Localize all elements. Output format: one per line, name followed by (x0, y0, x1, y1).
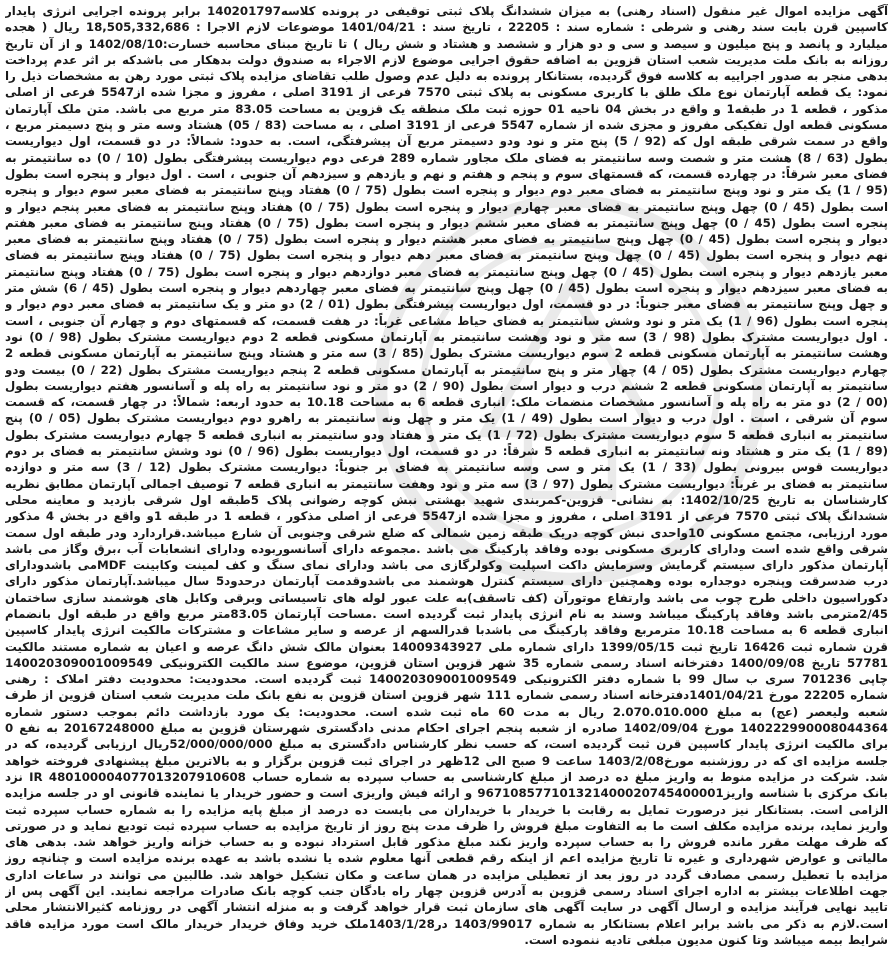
auction-notice-document (5, 3, 888, 965)
notice-paragraph: آگهی مزایده اموال غیر منقول (اسناد رهنی) به میزان ششدانگ پلاک ثبتی توقیفی در پرونده کلاسه140201797 برابر پرونده اجرایی انرژی پایدار کاسپین قرن بابت سند رهنی و شرطی : شماره سند : 22205 ، تاریخ سند : 1401/04/21 موضوعات لازم الاجرا : 18,505,332,686 ریال ( هجده میلیارد و پانصد و پنج میلیون و سیصد و سی و دو هزار و ششصد و هشتاد و شش ریال ) تا تاریخ مبنای محاسبه خسارت:1402/08/10 و از آن تاریخ روزانه به بانک ملت مدیریت شعب استان قزوین به اضافه حقوق اجرایی موضوع لازم الاجراء به صندوق دولت بدهکار می باشدکه بر اثر عدم پرداخت بدهی منجر به صدور اجراییه به کلاسه فوق گردیده، بستانکار پرونده به دلیل عدم وصول طلب تقاضای مزایده پلاک ثبتی مورد رهن به مشخصات ذیل را نمود: یک قطعه آپارتمان نوع ملک طلق با کاربری مسکونی به پلاک ثبتی 7570 فرعی از 3191 اصلی ، مفروز و مجزا شده از5547 فرعی از اصلی مذکور ، قطعه 1 در طبقه1 و واقع در بخش 04 ناحیه 01 حوزه ثبت ملک منطقه یک قزوین به مساحت 83.05 متر مربع می باشد. متن ملک آپارتمان مسکونی قطعه اول تفکیکی مفروز و مجزی شده از شماره 5547 فرعی از 3191 اصلی ، به مساحت (83 / 05) هشتاد وسه متر و پنج دسیمتر مربع ، واقع در سمت شرقی طبقه اول که (92 / 5) پنج متر و نود ودو دسیمتر مربع آن پیشرفتگی، است. به حدود: شمالاً: در دو قسمت، اول دیواریست بطول (63 / 8) هشت متر و شصت وسه سانتیمتر به فضای ملک مجاور شماره 289 فرعی دوم دیواریست پیشرفتگی بطول (10 / 0) ده سانتیمتر به فضای معبر شرقاً: در چهارده قسمت، که قسمتهای سوم و پنجم و هفتم و نهم و یازدهم و سیزدهم آن جنوبی ، است . اول دیوار و پنجره است بطول (95 / 1) یک متر و نود وپنج سانتیمتر به فضای معبر دوم دیوار و پنجره است بطول (75 / 0) هفتاد وپنج سانتیمتر به فضای معبر سوم دیوار و پنجره است بطول (45 / 0) چهل وپنج سانتیمتر به فضای معبر چهارم دیوار و پنجره است بطول (75 / 0) هفتاد وپنج سانتیمتر به فضای معبر پنجم دیوار و پنجره است بطول (45 / 0) چهل وپنج سانتیمتر به فضای معبر ششم دیوار و پنجره است بطول (75 / 0) هفتاد وپنج سانتیمتر به فضای معبر هفتم دیوار و پنجره است بطول (45 / 0) چهل وپنج سانتیمتر به فضای معبر هشتم دیوار و پنجره است بطول (75 / 0) هفتاد وپنج سانتیمتر به فضای معبر نهم دیوار و پنجره است بطول (45 / 0) چهل وپنج سانتیمتر به فضای معبر دهم دیوار و پنجره است بطول (75 / 0) هفتاد وپنج سانتیمتر به فضای معبر یازدهم دیوار و پنجره است بطول (45 / 0) چهل وپنج سانتیمتر به فضای معبر دوازدهم دیوار و پنجره است بطول (75 / 0) هفتاد وپنج سانتیمتر به فضای معبر سیزدهم دیوار و پنجره است بطول (45 / 0) چهل وپنج سانتیمتر به فضای معبر چهاردهم دیوار و پنجره است بطول (45 / 6) شش متر و چهل وپنج سانتیمتر به فضای معبر جنوباً: در دو قسمت، اول دیواریست پیشرفتگی بطول (01 / 2) دو متر و یک سانتیمتر به فضای معبر دوم دیوار و پنجره است بطول (96 / 1) یک متر و نود وشش سانتیمتر به فضای حیاط مشاعی غرباً: در هفت قسمت، که قسمتهای دوم و چهارم آن جنوبی ، است . اول دیواریست مشترک بطول (98 / 3) سه متر و نود وهشت سانتیمتر به آپارتمان مسکونی قطعه 2 دوم دیواریست مشترک بطول (98 / 0) نود وهشت سانتیمتر به آپارتمان مسکونی قطعه 2 سوم دیواریست مشترک بطول (85 / 3) سه متر و هشتاد وپنج سانتیمتر به آپارتمان مسکونی قطعه 2 چهارم دیواریست مشترک بطول (05 / 4) چهار متر و پنج سانتیمتر به آپارتمان مسکونی قطعه 2 پنجم دیواریست مشترک بطول (22 / 0) بیست ودو سانتیمتر به آپارتمان مسکونی قطعه 2 ششم درب و دیوار است بطول (90 / 2) دو متر و نود سانتیمتر به راه پله و آسانسور هفتم دیواریست بطول (00 / 2) دو متر به راه پله و آسانسور مشخصات منضمات ملک: انباری قطعه 6 به مساحت 10.18 به حدود اربعه: شمالاً: در چهار قسمت، که قسمت سوم آن شرقی ، است . اول درب و دیوار است بطول (49 / 1) یک متر و چهل ونه سانتیمتر به راهرو دوم دیواریست مشترک بطول (05 / 0) پنج سانتیمتر به انباری قطعه 5 سوم دیواریست مشترک بطول (72 / 1) یک متر و هفتاد ودو سانتیمتر به انباری قطعه 5 چهارم دیواریست مشترک بطول (89 / 1) یک متر و هشتاد ونه سانتیمتر به انباری قطعه 5 شرقاً: در دو قسمت، اول دیواریست بطول (96 / 0) نود وشش سانتیمتر به فضای بر دوم دیواریست قوس بیرونی بطول (33 / 1) یک متر و سی وسه سانتیمتر به فضای بر جنوباً: دیواریست مشترک بطول (12 / 3) سه متر و دوازده سانتیمتر به فضای بر غرباً: دیواریست مشترک بطول (97 / 3) سه متر و نود وهفت سانتیمتر به انباری قطعه 7 توصیف اجمالی آپارتمان مطابق نظریه کارشناسان به تاریخ 1402/10/25: به نشانی- قزوین-کمربندی شهید بهشتی نبش کوچه رضوانی پلاک 5طبقه اول شرقی بازدید و معاینه محلی ششدانگ پلاک ثبتی 7570 فرعی از 3191 اصلی ، مفروز و مجزا شده از5547 فرعی از اصلی مذکور ، قطعه 1 در طبقه 1و واقع در بخش 4 مذکور مورد ارزیابی، مجتمع مسکونی 10واحدی نبش کوچه دریک طبقه زمین شمالی که ضلع شرقی وجنوبی آن شارع میباشد.قراردارد ودر طبقه اول سمت شرقی واقع شده است ودارای کاربری مسکونی بوده وفاقد پارکینگ می باشد .مجموعه دارای آسانسوربوده ودارای انشعابات آب ،برق وگاز می باشد آپارتمان مذکور دارای سیستم گرمایش وسرمایش داکت اسپلیت وکولرگازی می باشد ودارای نمای سنگ و کف لمینت وکابینت MDFمی باشدودارای درب ضدسرقت وپنجره دوجداره بوده وهمچنین دارای سیستم کنترل هوشمند می باشدوقدمت آپارتمان درحدود5 سال میباشد.آپارتمان مذکور دارای دکوراسیون داخلی طرح چوب می باشد وارتفاع موتورآن (کف تاسقف)به علت عبور لوله های تاسیساتی وبرقی وکابل های هوشمند سازی ساختمان 2/45مترمی باشد وفاقد پارکینگ میباشد وسند به نام انرژی پایدار ثبت گردیده است .مساحت آپارتمان 83.05متر مربع واقع در طبقه اول بانضمام انباری قطعه 6 به مساحت 10.18 مترمربع وفاقد پارکینگ می باشدبا قدرالسهم از عرصه و سایر مشاعات و مشترکات مالکیت انرژی پایدار کاسپین قرن شماره ثبت 16426 تاریخ ثبت 1399/05/15 دارای شماره ملی 14009343927 بعنوان مالک شش دانگ عرصه و اعیان به شماره مستند مالکیت 57781 تاریخ 1400/09/08 دفترخانه اسناد رسمی شماره 35 شهر قزوین استان قزوین، موضوع سند مالکیت الکترونیکی 140020309001009549 چاپی 701236 سری ب سال 99 با شماره دفتر الکترونیکی 140020309001009549 ثبت گردیده است. محدودیت: محدودیت دفتر املاک : رهنی شماره 22205 مورخ 1401/04/21دفترخانه اسناد رسمی شماره 111 شهر قزوین استان قزوین به نفع بانک ملت مدیریت شعب استان قزوین از طرف شعبه ولیعصر (عج) به مبلغ 2.070.010.000 ریال به مدت 60 ماه ثبت شده است. محدودیت: یک مورد بازداشت دائم بموجب دستور شماره 140222990008044364 مورخ 1402/09/04 صادره از شعبه پنجم اجرای احکام مدنی دادگستری شهرستان قزوین به مبلغ 20167248000 به نفع 0 برای مالکیت انرژی پایدار کاسپین قرن ثبت گردیده است، که حسب نظر کارشناس دادگستری به مبلغ 52/000/000/000ریال ارزیابی گردیده، که در جلسه مزایده ای که در روزشنبه مورخ1403/2/08 ساعت 9 صبح الی 12ظهر در اجرای ثبت قزوین برگزار و به بالاترین مبلغ پیشنهادی فروخته خواهد شد. شرکت در مزایده منوط به واریز مبلغ ده درصد از مبلغ کارشناسی به حساب سپرده به شماره حساب IR 480100004077013207910608 نزد بانک مرکزی با شناسه واریز967108577101321400020745400001 و ارائه فیش واریزی است و حضور خریدار یا نماینده قانونی او در جلسه مزایده الزامی است. بستانکار نیز درصورت تمایل به رقابت با خریدار با خریداران می بایست ده درصد از مبلغ پایه مزایده را به شماره حساب سپرده ثبت واریز نماید، برنده مزایده مکلف است ما به التفاوت مبلغ فروش را ظرف مدت پنج روز از تاریخ مزایده به حساب سپرده ثبت تودیع نماید و در صورتی که ظرف مهلت مقرر مانده فروش را به حساب سپرده واریز نکند مبلغ مذکور قابل استرداد نبوده و به حساب خزانه واریز خواهد شد. بدهی های مالیاتی و عوارض شهرداری و غیره تا تاریخ مزایده اعم از اینکه رقم قطعی آنها معلوم شده یا نشده باشد به عهده برنده مزایده است و چنانچه روز مزایده با تعطیل رسمی مصادف گردد در روز بعد از تعطیلی مزایده در همان ساعت و مکان تشکیل خواهد شد. طالبین می توانند در ساعات اداری جهت اطلاعات بیشتر به اداره اجرای اسناد رسمی قزوین به آدرس قزوین چهار راه بادگان جنب کوچه بانک صادرات مراجعه نمایند. این آگهی پس از تایید نهایی فرآیند مزایده و ارسال آگهی در سایت آگهی های سازمان ثبت قرار خواهد گرفت و به منزله انتشار آگهی در روزنامه کثیرالانتشار محلی است.لازم به ذکر می باشد برابر اعلام بستانکار به شماره 1403/99017 در1403/1/28ملک خرید وفاق خریدار خریدار مالک است مورد مزایده فاقد شرایط بیمه میباشد وتا کنون مدیون مبلغی تادیه ننموده است. (5, 4, 888, 947)
